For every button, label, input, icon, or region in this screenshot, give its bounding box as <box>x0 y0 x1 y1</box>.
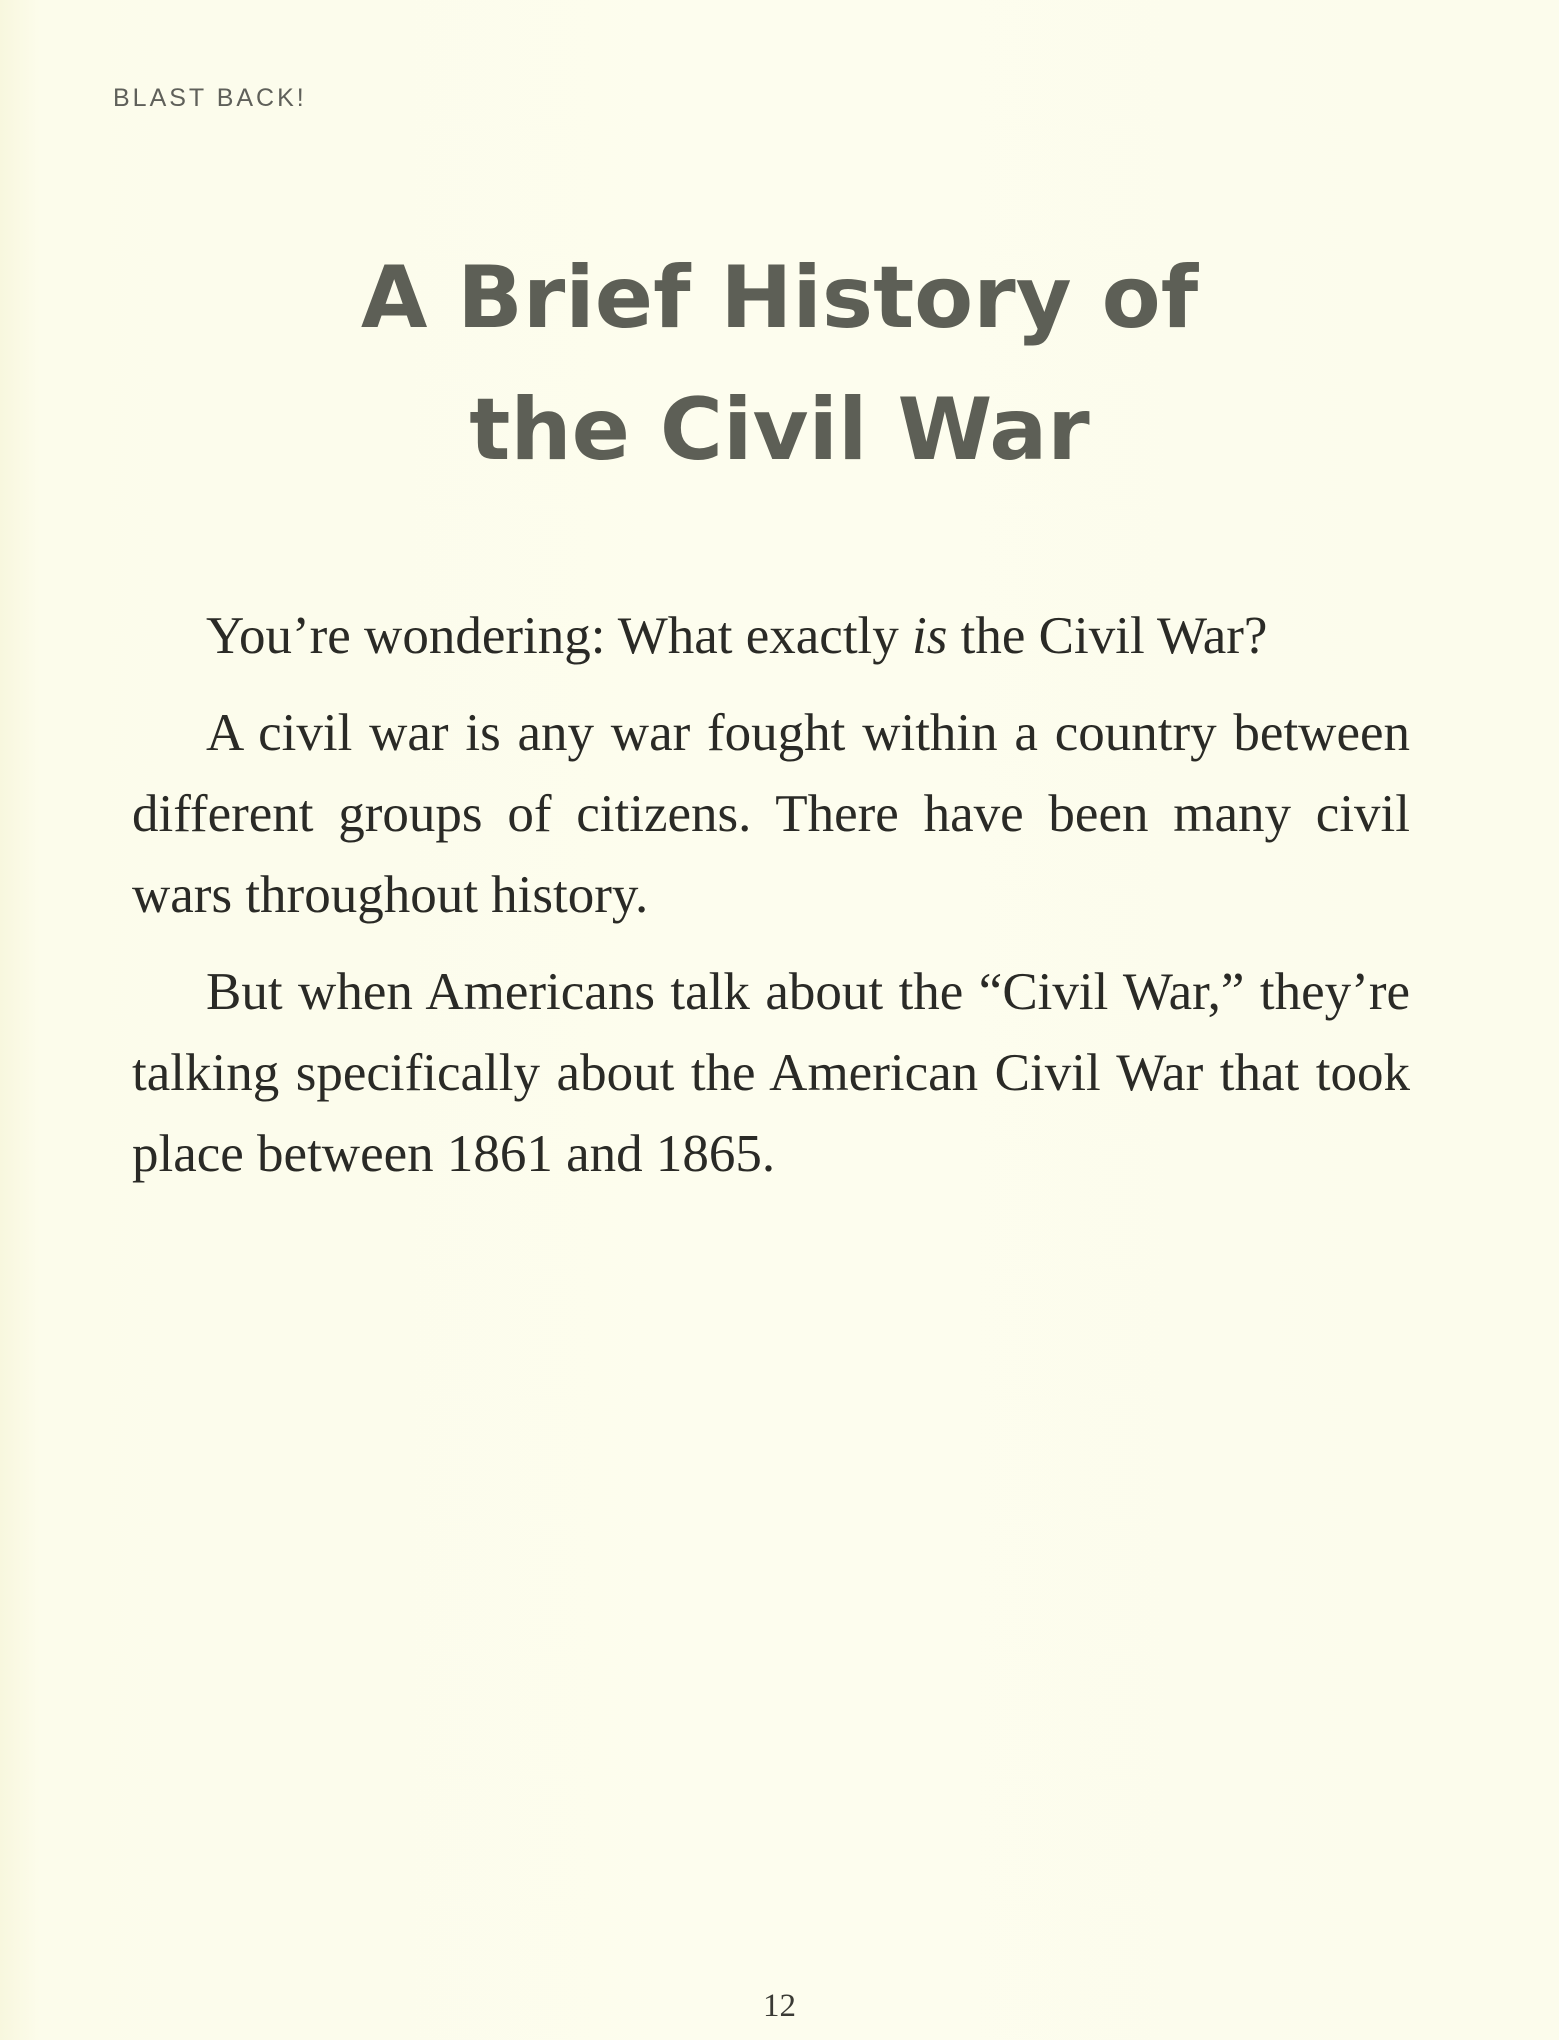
chapter-title-line-1: A Brief History of <box>360 248 1199 348</box>
paragraph-1-text-before: You’re wondering: What exactly <box>206 607 913 665</box>
paragraph-1-text-after: the Civil War? <box>947 607 1268 665</box>
paragraph-1-emphasis: is <box>912 607 948 665</box>
running-head: BLAST BACK! <box>113 84 307 112</box>
paragraph-1 <box>132 596 1410 677</box>
body-text <box>132 596 1410 1211</box>
chapter-title <box>0 232 1559 496</box>
chapter-title-line-2: the Civil War <box>469 380 1090 480</box>
paragraph-2: A civil war is any war fought within a country between different groups of citizens. There have been many civil wars throughout history. <box>132 704 1410 924</box>
page-number: 12 <box>763 1988 796 2024</box>
paragraph-3: But when Americans talk about the “Civil War,” they’re talking specifically about the American Civil War that took place between 1861 and 1865. <box>132 963 1410 1183</box>
